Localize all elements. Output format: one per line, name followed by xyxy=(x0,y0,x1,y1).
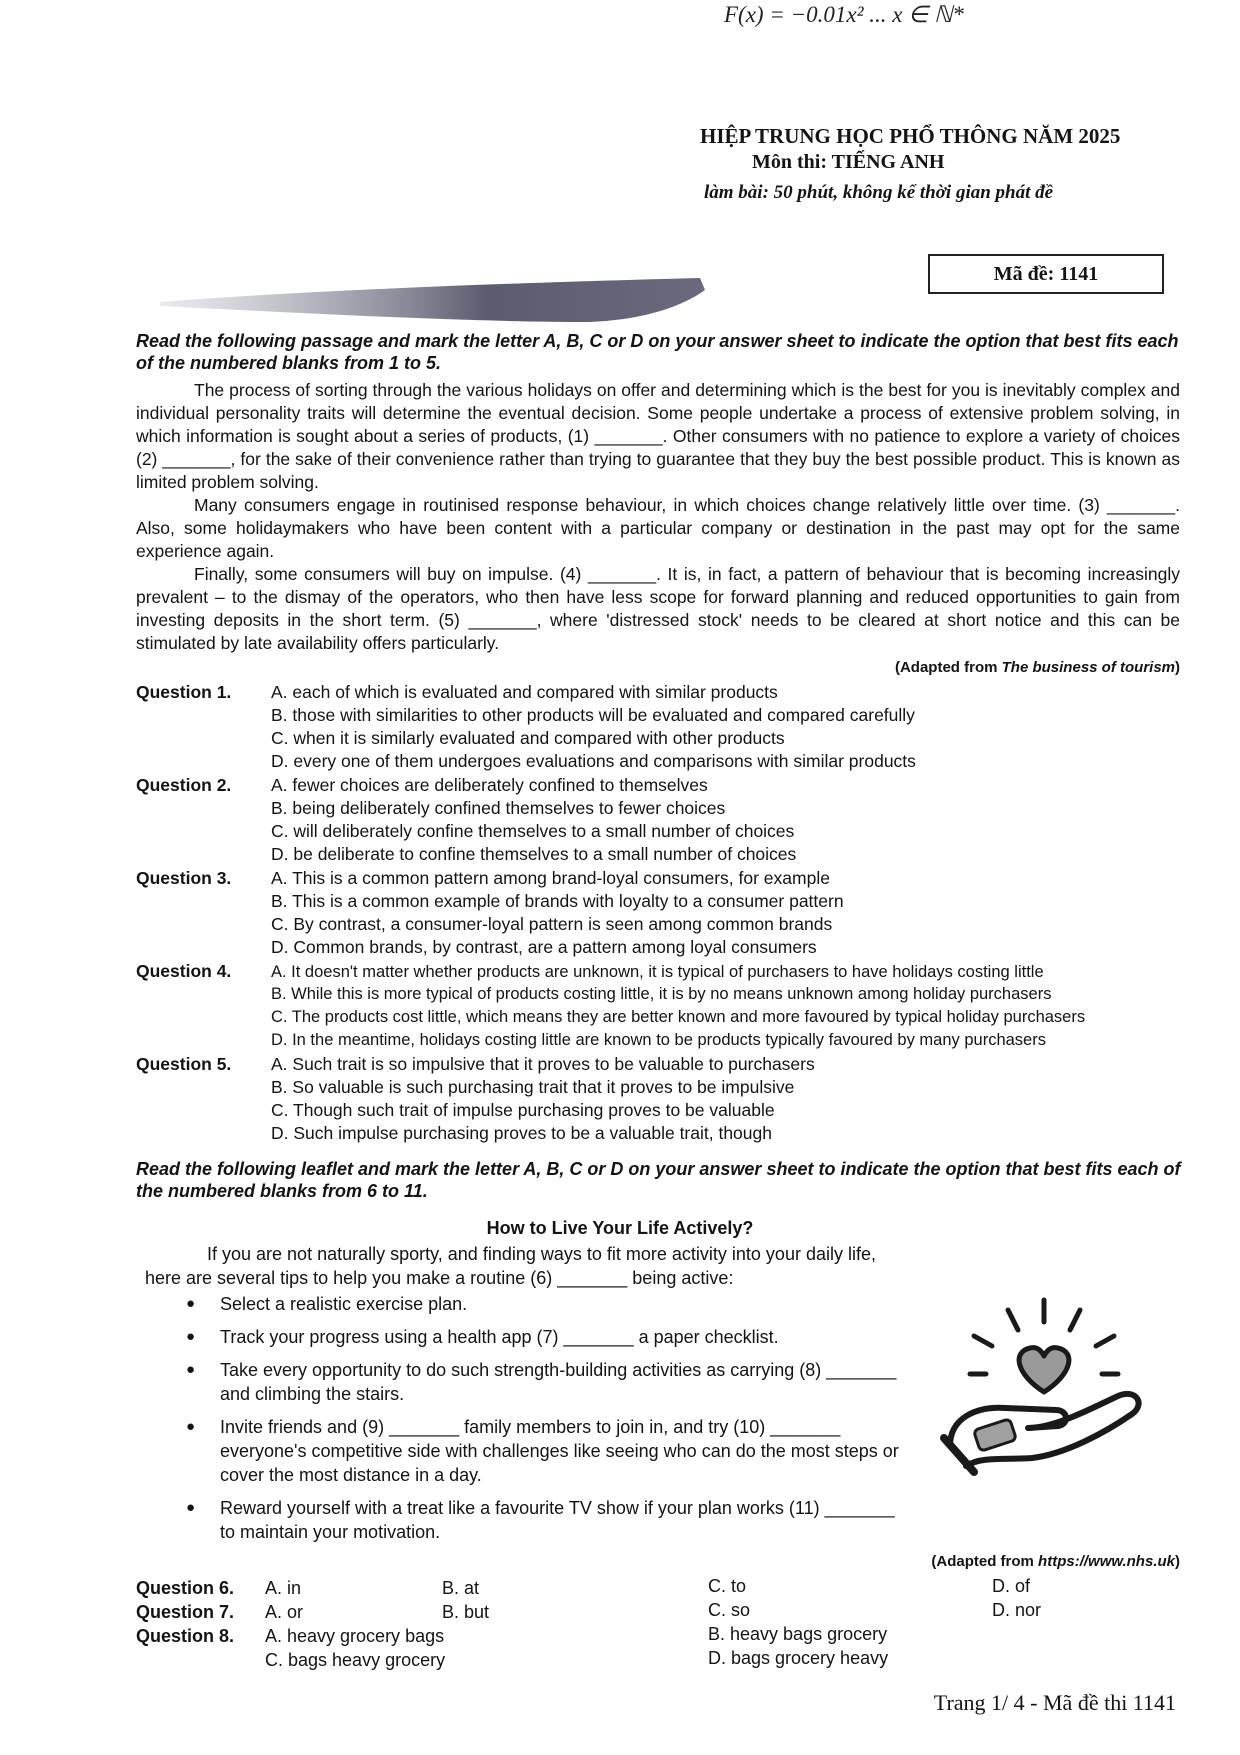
question-label: Question 2. xyxy=(136,775,232,795)
passage-paragraph-3: Finally, some consumers will buy on impulse. (4) _______. It is, in fact, a pattern of behaviour that is becoming increasingly prevalent – to the dismay of the operators, who then have less scope for forward planning and reduced opportunities to gain from investing deposits in the short term. (5) _______, where 'distressed stock' needs to be cleared at short notice and this can be stimulated by late availability offers particularly. xyxy=(136,564,1180,653)
option-d[interactable]: D. every one of them undergoes evaluations and comparisons with similar products xyxy=(271,751,916,771)
top-formula-fragment: F(x) = −0.01x² ... x ∈ ℕ* xyxy=(724,2,964,27)
option-c[interactable]: C. will deliberately confine themselves to a small number of choices xyxy=(271,821,795,841)
list-item: ● Invite friends and (9) _______ family members to join in, and try (10) _______ everyone's competitive side with challenges like seeing who can do the most steps or cover the most distance in a day. xyxy=(188,1415,908,1487)
option-a[interactable]: A. This is a common pattern among brand-loyal consumers, for example xyxy=(271,868,830,888)
option-d[interactable]: D. In the meantime, holidays costing little are known to be products typically favoured by many purchasers xyxy=(271,1031,1046,1049)
option-b[interactable]: B. being deliberately confined themselves to fewer choices xyxy=(271,798,726,818)
option-b[interactable]: B. So valuable is such purchasing trait that it proves to be impulsive xyxy=(271,1077,795,1097)
option-c[interactable]: C. to xyxy=(708,1576,747,1596)
option-d[interactable]: D. be deliberate to confine themselves to a small number of choices xyxy=(271,844,797,864)
option-d[interactable]: D. nor xyxy=(992,1600,1042,1620)
question-3 xyxy=(136,867,830,890)
option-d[interactable]: D. Common brands, by contrast, are a pattern among loyal consumers xyxy=(271,937,817,957)
option-c[interactable]: C. By contrast, a consumer-loyal pattern is seen among common brands xyxy=(271,914,833,934)
option-a[interactable]: A. fewer choices are deliberately confined to themselves xyxy=(271,775,708,795)
exam-subject: Môn thi: TIẾNG ANH xyxy=(752,151,945,173)
source-title: The business of tourism xyxy=(1001,659,1175,676)
option-b[interactable]: B. While this is more typical of products costing little, it is by no means unknown among holiday purchasers xyxy=(271,985,1052,1003)
option-a[interactable]: A. each of which is evaluated and compared with similar products xyxy=(271,682,778,702)
exam-title: HIỆP TRUNG HỌC PHỔ THÔNG NĂM 2025 xyxy=(700,124,1121,148)
passage-paragraph-1: The process of sorting through the various holidays on offer and determining which is the best for you is inevitably complex and individual personality traits will determine the eventual decision. Some people undertake a process of extensive problem solving, in which information is sought about a series of products, (1) _______. Other consumers with no patience to explore a variety of choices (2) _______, for the sake of their convenience rather than trying to guarantee that they buy the best possible product. This is known as limited problem solving. xyxy=(136,380,1180,492)
question-1 xyxy=(136,681,778,704)
leaflet-title: How to Live Your Life Actively? xyxy=(486,1218,754,1238)
option-d[interactable]: D. bags grocery heavy xyxy=(708,1648,889,1668)
question-label: Question 5. xyxy=(136,1054,232,1074)
question-label: Question 8. xyxy=(136,1626,235,1646)
page-footer: Trang 1/ 4 - Mã đề thi 1141 xyxy=(933,1690,1176,1715)
option-a[interactable]: A. or xyxy=(265,1602,304,1622)
question-label: Question 7. xyxy=(136,1602,235,1622)
section2-instruction: Read the following leaflet and mark the letter A, B, C or D on your answer sheet to indicate the option that best fits each of the numbered blanks from 6 to 11. xyxy=(136,1159,1181,1201)
option-a[interactable]: A. in xyxy=(265,1578,302,1598)
tips-list xyxy=(188,1292,908,1553)
question-label: Question 4. xyxy=(136,961,232,981)
option-a[interactable]: A. heavy grocery bags xyxy=(265,1626,445,1646)
question-label: Question 6. xyxy=(136,1578,235,1598)
exam-duration: làm bài: 50 phút, không kể thời gian phát đề xyxy=(704,182,1054,203)
option-c[interactable]: C. when it is similarly evaluated and compared with other products xyxy=(271,728,785,748)
list-item: ● Select a realistic exercise plan. xyxy=(188,1292,908,1316)
section1-instruction: Read the following passage and mark the letter A, B, C or D on your answer sheet to indicate the option that best fits each of the numbered blanks from 1 to 5. xyxy=(136,331,1179,373)
list-item: ● Take every opportunity to do such strength-building activities as carrying (8) _______ and climbing the stairs. xyxy=(188,1358,908,1406)
option-a[interactable]: A. It doesn't matter whether products are unknown, it is typical of purchasers to have holidays costing little xyxy=(271,963,1044,981)
option-c[interactable]: C. bags heavy grocery xyxy=(265,1650,446,1670)
option-c[interactable]: C. Though such trait of impulse purchasing proves to be valuable xyxy=(271,1100,775,1120)
passage-source: (Adapted from The business of tourism) xyxy=(894,659,1180,676)
question-5 xyxy=(136,1053,815,1076)
question-2 xyxy=(136,774,708,797)
option-b[interactable]: B. those with similarities to other products will be evaluated and compared carefully xyxy=(271,705,915,725)
passage xyxy=(136,379,1180,655)
heart-in-hand-icon xyxy=(936,1296,1152,1476)
source-url: https://www.nhs.uk xyxy=(1038,1553,1175,1570)
question-4 xyxy=(136,960,1044,983)
option-b[interactable]: B. at xyxy=(442,1578,480,1598)
question-label: Question 1. xyxy=(136,682,232,702)
question-label: Question 3. xyxy=(136,868,232,888)
option-b[interactable]: B. but xyxy=(442,1602,490,1622)
leaflet-source: (Adapted from https://www.nhs.uk) xyxy=(931,1553,1180,1570)
exam-code-box: Mã đề: 1141 xyxy=(928,254,1164,294)
list-item: ● Track your progress using a health app (7) _______ a paper checklist. xyxy=(188,1325,908,1349)
passage-paragraph-2: Many consumers engage in routinised response behaviour, in which choices change relatively little over time. (3) _______. Also, some holidaymakers who have been content with a particular company or destination in the past may opt for the same experience again. xyxy=(136,495,1180,561)
option-c[interactable]: C. so xyxy=(708,1600,751,1620)
option-d[interactable]: D. of xyxy=(992,1576,1031,1596)
list-item: ● Reward yourself with a treat like a favourite TV show if your plan works (11) _______ to maintain your motivation. xyxy=(188,1496,908,1544)
leaflet-intro: If you are not naturally sporty, and finding ways to fit more activity into your daily life, here are several tips to help you make a routine (6) _______ being active: xyxy=(145,1244,876,1288)
option-b[interactable]: B. heavy bags grocery xyxy=(708,1624,888,1644)
option-c[interactable]: C. The products cost little, which means they are better known and more favoured by typical holiday purchasers xyxy=(271,1008,1086,1026)
option-a[interactable]: A. Such trait is so impulsive that it proves to be valuable to purchasers xyxy=(271,1054,815,1074)
scan-streak-mark xyxy=(160,276,705,324)
option-b[interactable]: B. This is a common example of brands with loyalty to a consumer pattern xyxy=(271,891,844,911)
option-d[interactable]: D. Such impulse purchasing proves to be a valuable trait, though xyxy=(271,1123,772,1143)
